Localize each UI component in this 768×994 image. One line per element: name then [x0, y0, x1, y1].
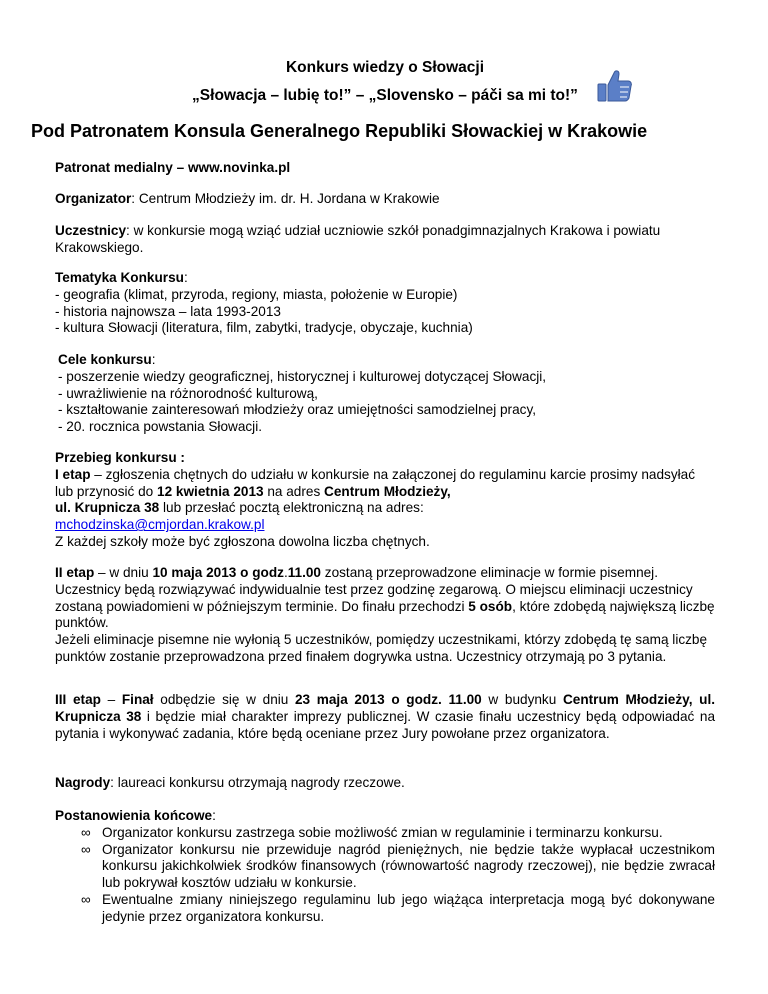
- organizer-value: : Centrum Młodzieży im. dr. H. Jordana w Krakowie: [131, 191, 440, 206]
- list-item: - kultura Słowacji (literatura, film, zabytki, tradycje, obyczaje, kuchnia): [55, 320, 473, 336]
- course-label: Przebieg konkursu :: [55, 450, 185, 465]
- list-item: - geografia (klimat, przyroda, regiony, miasta, położenie w Europie): [55, 286, 458, 302]
- prizes-value: : laureaci konkursu otrzymają nagrody rzeczowe.: [110, 775, 405, 790]
- bullet-icon: ∞: [81, 891, 91, 907]
- prizes-label: Nagrody: [55, 775, 111, 790]
- stage3-paragraph: III etap – Finał odbędzie się w dniu 23 maja 2013 o godz. 11.00 w budynku Centrum Młodzieży, ul. Krupnicza 38 i będzie miał charakter imprezy publicznej. W czasie finału uczestnicy będą odpowiadać na pytania i wykonywać zadania, które będą oceniane przez Jury powołane przez organizatora.: [55, 692, 716, 741]
- stage1-paragraph: I etap – zgłoszenia chętnych do udziału w konkursie na załączonej do regulaminu karcie prosimy nadsyłać lub przynosić do 12 kwietnia 2013 na adres Centrum Młodzieży, ul. Krupnicza 38 lub przesłać pocztą elektroniczną na adres: mchodzinska@cmjordan.krakow.pl Z każdej szkoły może być zgłoszona dowolna liczba chętnych.: [55, 466, 696, 549]
- organizer-label: Organizator: [55, 191, 132, 206]
- bullet-icon: ∞: [81, 841, 91, 857]
- final-provisions-label: Postanowienia końcowe: [55, 808, 213, 823]
- participants-label: Uczestnicy: [55, 223, 127, 238]
- document-subtitle: „Słowacja – lubię to!” – „Slovensko – páči sa mi to!”: [192, 87, 578, 104]
- list-item: ∞ Organizator konkursu nie przewiduje nagród pieniężnych, nie będzie także wypłacał uczestnikom konkursu jakichkolwiek środków finansowych (równowartość nagrody rzeczowej), nie będzie zwracał lub pokrywał kosztów udziału w konkursie.: [81, 841, 715, 891]
- list-item: - historia najnowsza – lata 1993-2013: [55, 303, 281, 319]
- patronage-heading: Pod Patronatem Konsula Generalnego Republiki Słowackiej w Krakowie: [31, 121, 648, 141]
- participants-section: [55, 223, 715, 257]
- list-item: ∞ Organizator konkursu zastrzega sobie możliwość zmian w regulaminie i terminarzu konkursu.: [81, 824, 663, 840]
- list-item: - poszerzenie wiedzy geograficznej, historycznej i kulturowej dotyczącej Słowacji,: [58, 368, 547, 384]
- topics-label: Tematyka Konkursu: [55, 270, 184, 285]
- prizes-section: [55, 775, 715, 792]
- goals-section: Cele konkursu: - poszerzenie wiedzy geograficznej, historycznej i kulturowej dotyczącej Słowacji, - uwrażliwienie na różnorodność kulturową, - kształtowanie zainteresowań młodzieży oraz umiejętności samodzielnej pracy, - 20. rocznica powstania Słowacji.: [58, 352, 718, 436]
- list-item: - 20. rocznica powstania Słowacji.: [58, 419, 262, 435]
- email-link[interactable]: mchodzinska@cmjordan.krakow.pl: [55, 517, 265, 533]
- bullet-icon: ∞: [81, 824, 91, 840]
- list-item: - uwrażliwienie na różnorodność kulturową,: [58, 385, 318, 401]
- list-item: - kształtowanie zainteresowań młodzieży oraz umiejętności samodzielnej pracy,: [58, 402, 537, 418]
- goals-label: Cele konkursu: [58, 352, 152, 367]
- media-patronage: Patronat medialny – www.novinka.pl: [55, 160, 291, 175]
- course-section: [55, 450, 715, 551]
- organizer-section: [55, 191, 715, 208]
- final-provisions-section: Postanowienia końcowe: ∞ Organizator konkursu zastrzega sobie możliwość zmian w regulaminie i terminarzu konkursu. ∞ Organizator konkursu nie przewiduje nagród pieniężnych, nie będzie także wypłacał uczestnikom konkursu jakichkolwiek środków finansowych (równowartość nagrody rzeczowej), nie będzie zwracał lub pokrywał kosztów udziału w konkursie. ∞ Ewentualne zmiany niniejszego regulaminu lub jego wiążąca interpretacja mogą być dokonywane jedynie przez organizatora konkursu.: [55, 808, 715, 924]
- stage2-paragraph: II etap – w dniu 10 maja 2013 o godz.11.00 zostaną przeprowadzone eliminacje w formie pisemnej. Uczestnicy będą rozwiązywać indywidualnie test przez godzinę zegarową. O miejscu eliminacji uczestnicy zostaną powiadomieni w późniejszym terminie. Do finału przechodzi 5 osób, które zdobędą największą liczbę punktów. Jeżeli eliminacje pisemne nie wyłonią 5 uczestników, pomiędzy uczestnikami, którzy zdobędą tę samą liczbę punktów zostanie przeprowadzona przed finałem dogrywka ustna. Uczestnicy otrzymają po 3 pytania.: [55, 565, 715, 664]
- topics-section: Tematyka Konkursu: - geografia (klimat, przyroda, regiony, miasta, położenie w Europie) - historia najnowsza – lata 1993-2013 - kultura Słowacji (literatura, film, zabytki, tradycje, obyczaje, kuchnia): [55, 270, 715, 337]
- document-title: Konkurs wiedzy o Słowacji: [285, 59, 485, 76]
- participants-value: : w konkursie mogą wziąć udział uczniowie szkół ponadgimnazjalnych Krakowa i powiatu Krakowskiego.: [55, 223, 661, 255]
- thumbs-up-icon: [596, 67, 634, 105]
- list-item: ∞ Ewentualne zmiany niniejszego regulaminu lub jego wiążąca interpretacja mogą być dokonywane jedynie przez organizatora konkursu.: [81, 891, 715, 924]
